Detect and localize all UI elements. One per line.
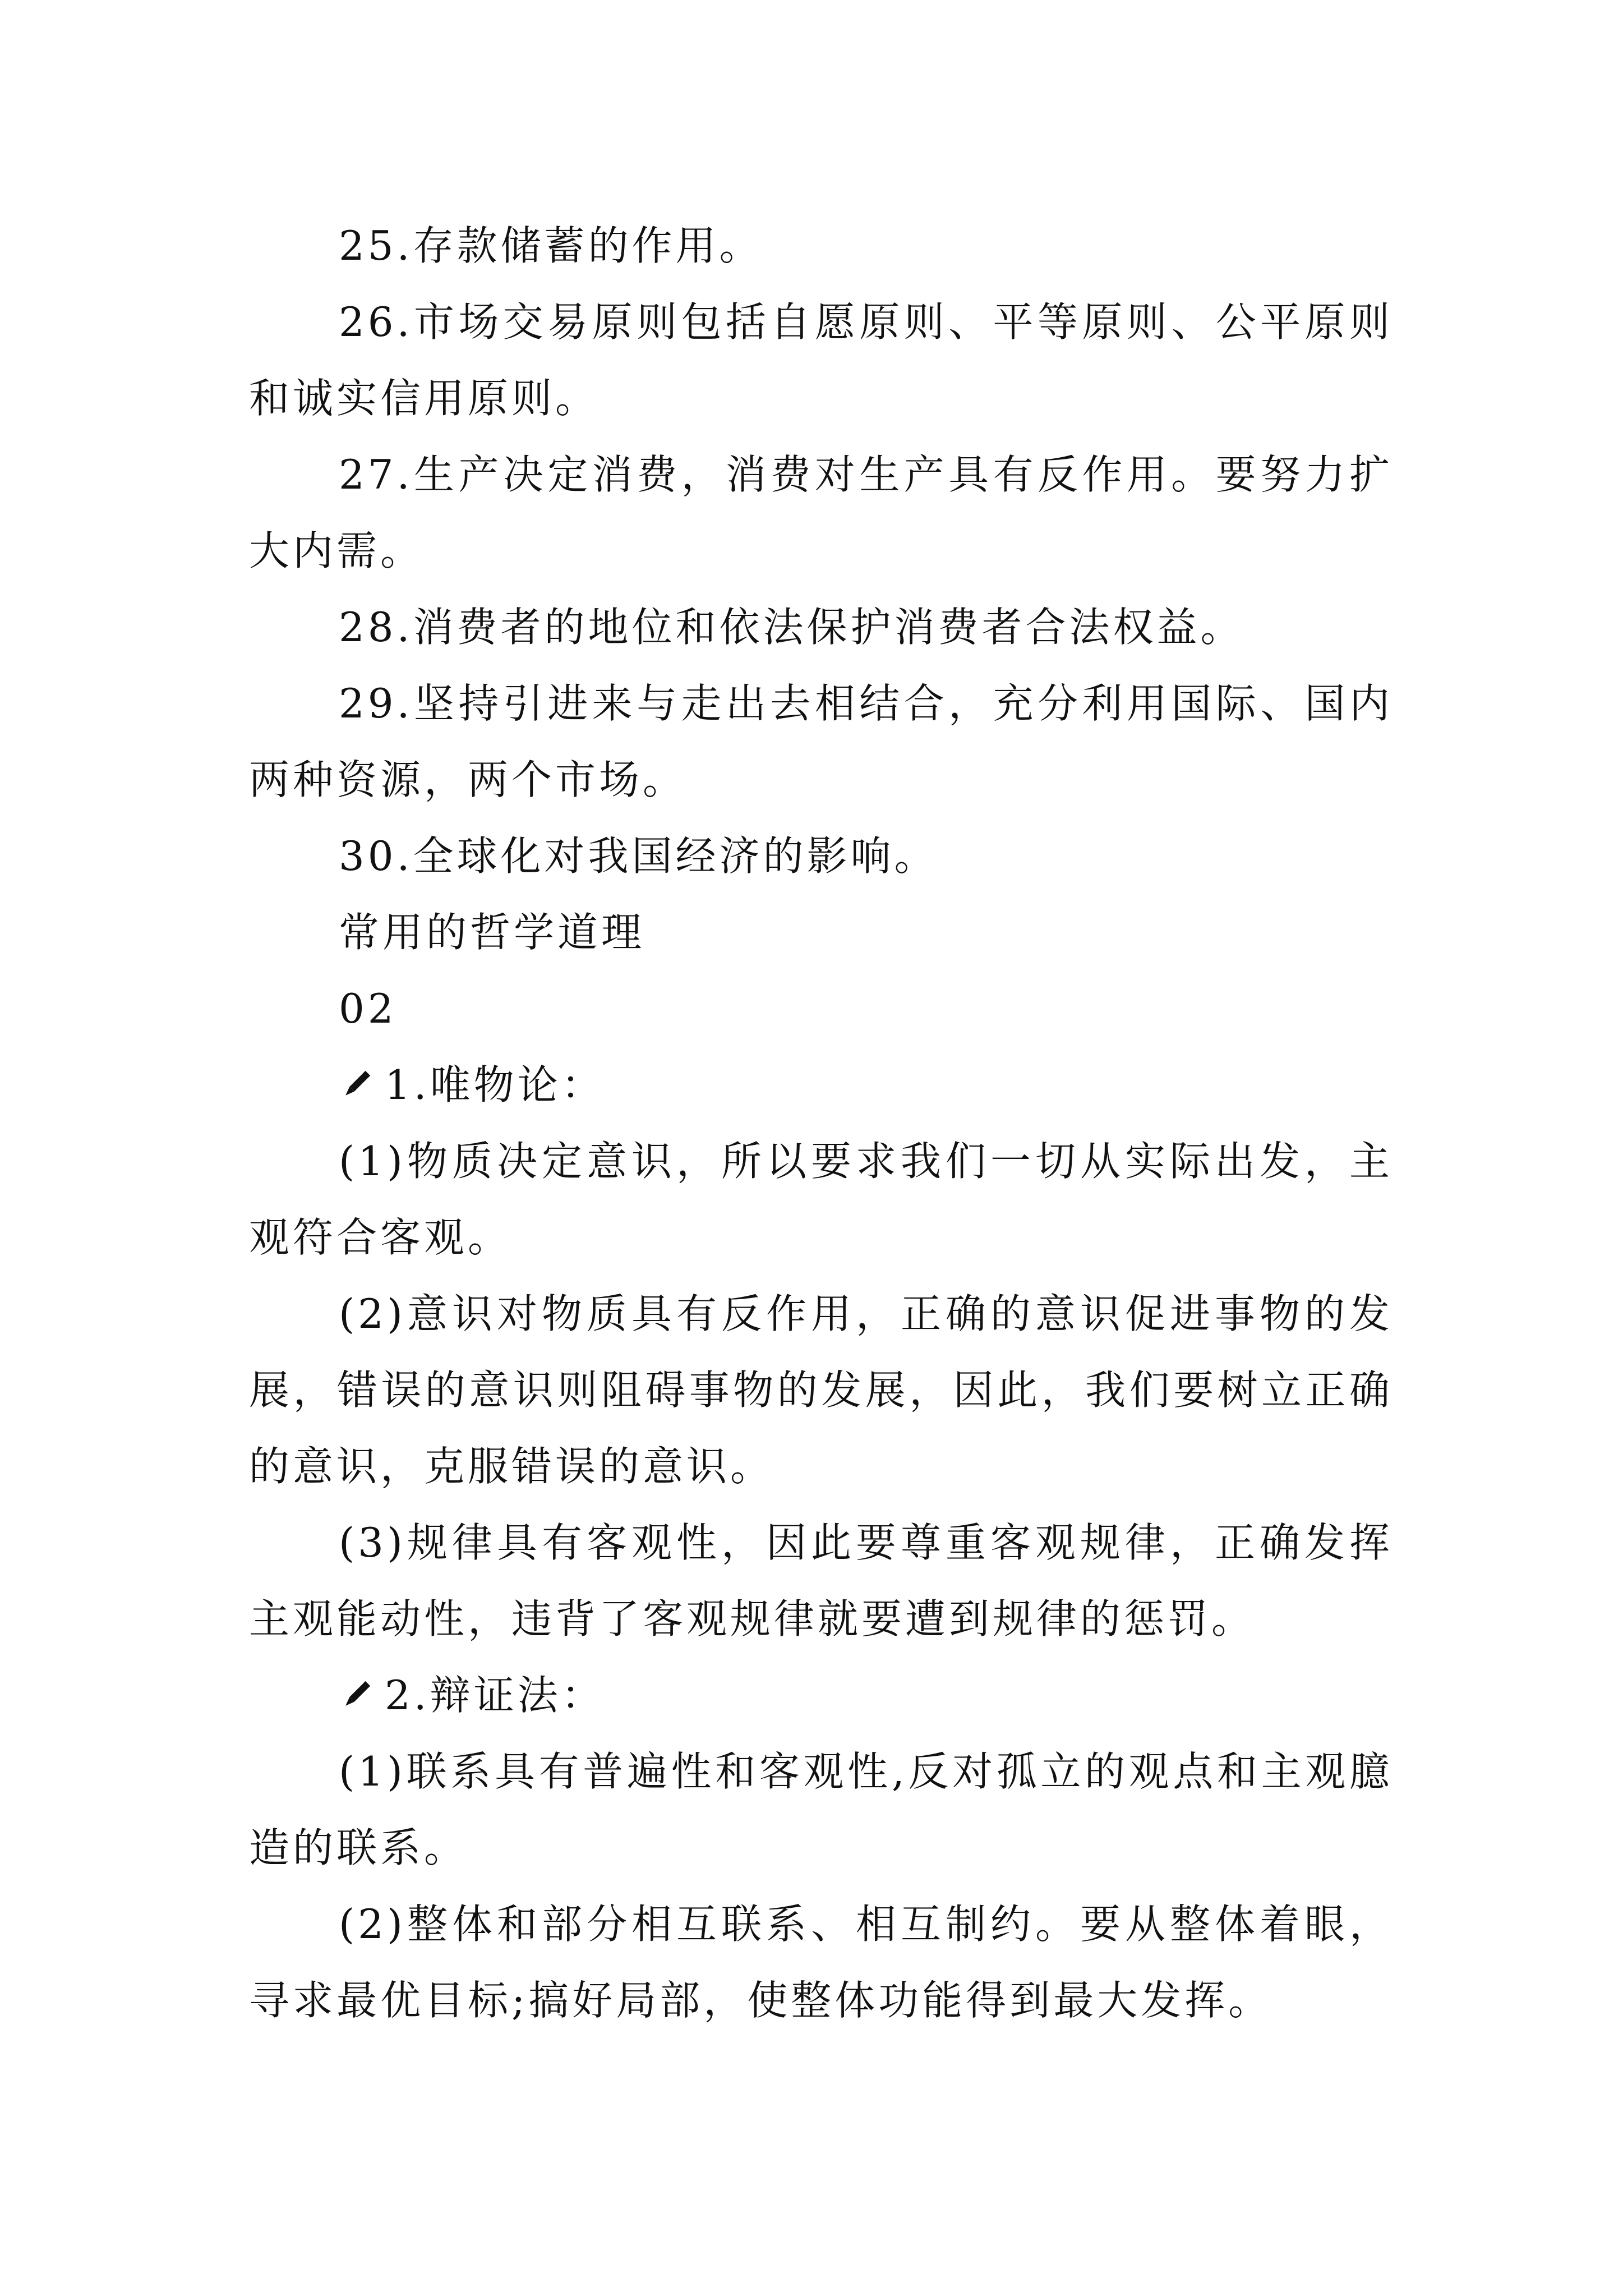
paragraph-materialism-1: (1)物质决定意识，所以要求我们一切从实际出发，主观符合客观。 xyxy=(249,1138,1393,1261)
paragraph-dialectics-2: (2)整体和部分相互联系、相互制约。要从整体着眼，寻求最优目标;搞好局部，使整体功能得到最大发挥。 xyxy=(249,1901,1393,2024)
paragraph-item-29: 29.坚持引进来与走出去相结合，充分利用国际、国内两种资源，两个市场。 xyxy=(249,680,1393,803)
paragraph-item-25: 25.存款储蓄的作用。 xyxy=(339,222,763,269)
subheading-label: 2.辩证法： xyxy=(385,1672,605,1719)
paragraph-item-30: 30.全球化对我国经济的影响。 xyxy=(339,832,938,880)
paragraph-item-27: 27.生产决定消费，消费对生产具有反作用。要努力扩大内需。 xyxy=(249,451,1393,574)
subheading-materialism xyxy=(249,1047,1393,1123)
paragraph-materialism-3: (3)规律具有客观性，因此要尊重客观规律，正确发挥主观能动性，违背了客观规律就要遭到规律的惩罚。 xyxy=(249,1519,1393,1642)
subheading-label: 1.唯物论： xyxy=(385,1061,605,1108)
paragraph-item-26: 26.市场交易原则包括自愿原则、平等原则、公平原则和诚实信用原则。 xyxy=(249,298,1393,422)
pencil-icon xyxy=(339,1066,375,1102)
paragraph-materialism-2: (2)意识对物质具有反作用，正确的意识促进事物的发展，错误的意识则阻碍事物的发展，因此，我们要树立正确的意识，克服错误的意识。 xyxy=(249,1290,1393,1490)
document-body xyxy=(249,208,1393,2039)
paragraph-dialectics-1: (1)联系具有普遍性和客观性,反对孤立的观点和主观臆造的联系。 xyxy=(249,1748,1393,1871)
section-heading: 常用的哲学道理 xyxy=(339,909,645,956)
subheading-dialectics xyxy=(249,1657,1393,1733)
pencil-icon xyxy=(339,1677,375,1713)
section-number: 02 xyxy=(339,985,397,1032)
paragraph-item-28: 28.消费者的地位和依法保护消费者合法权益。 xyxy=(339,604,1244,651)
